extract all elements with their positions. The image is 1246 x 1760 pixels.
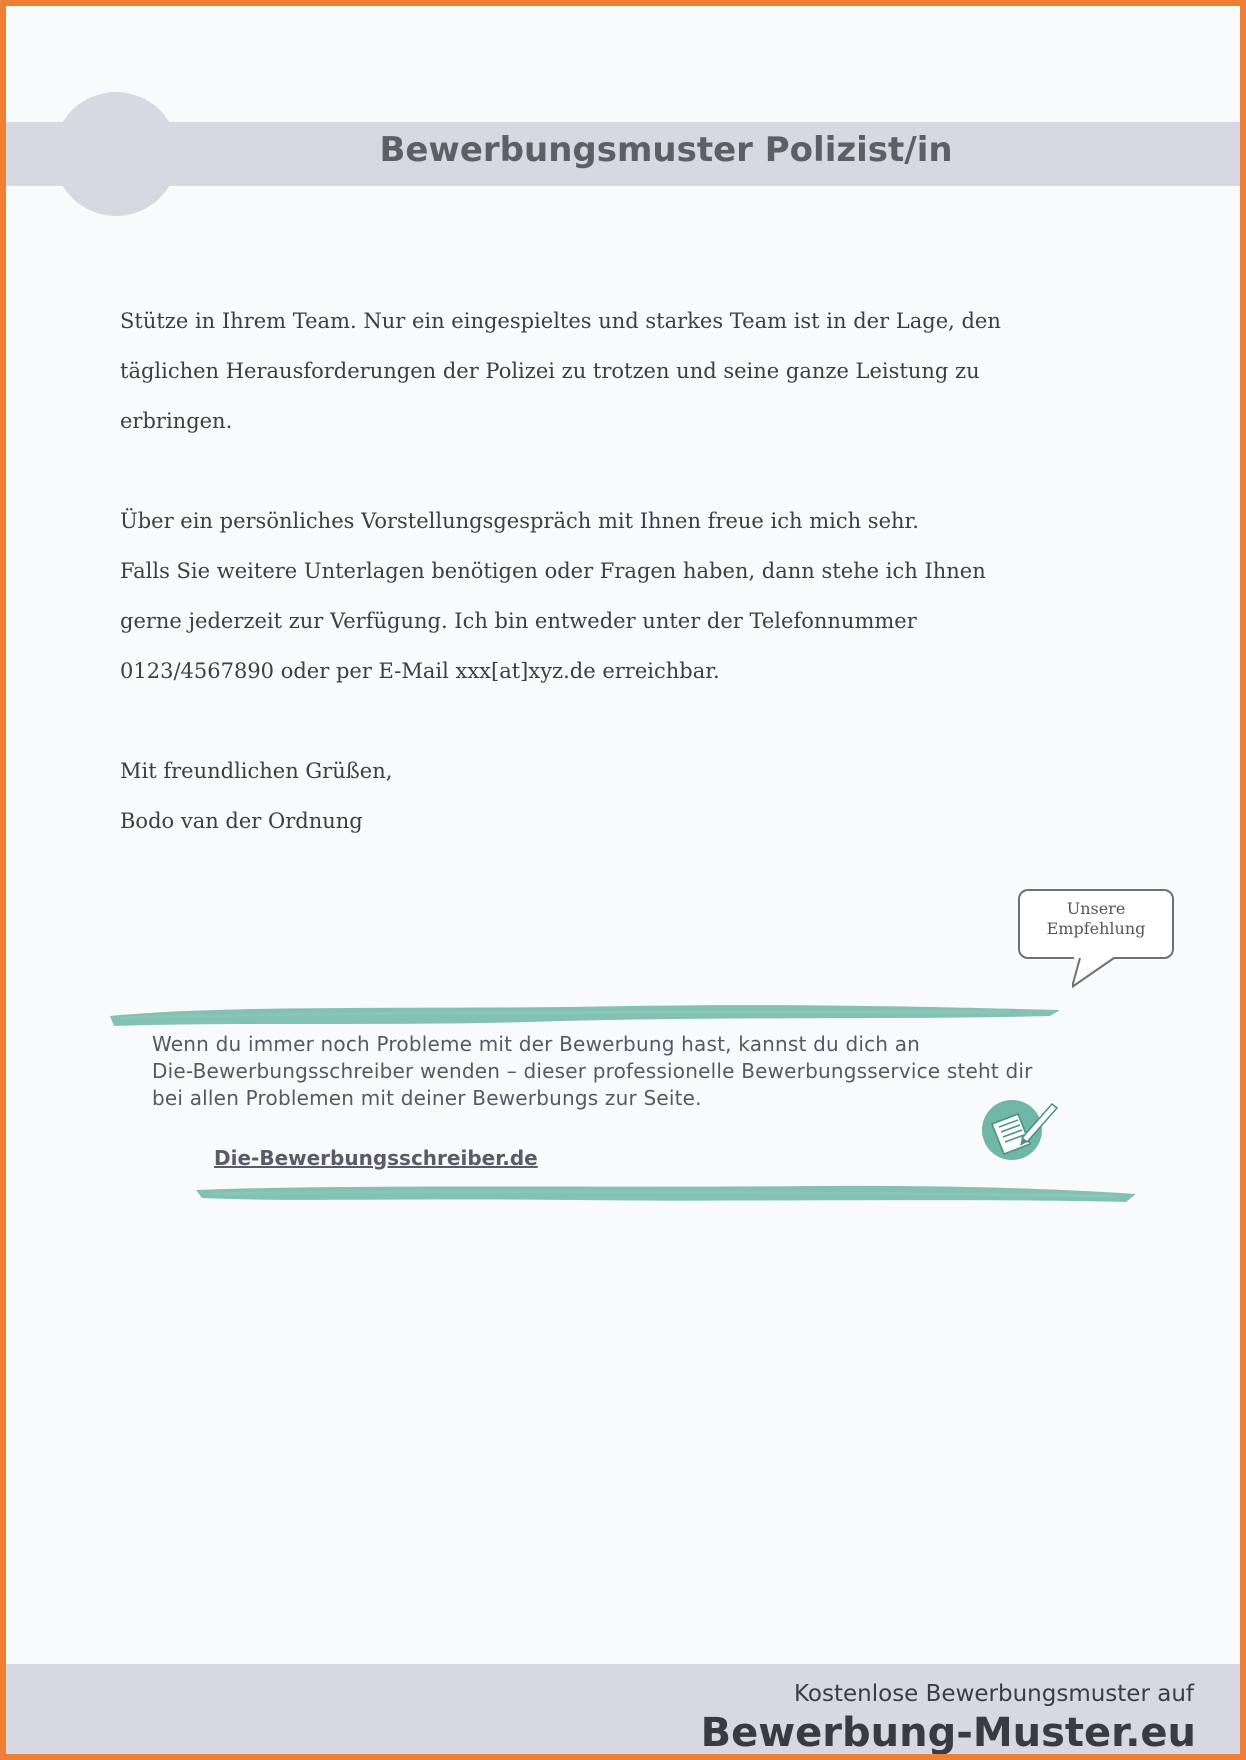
letter-closing: Mit freundlichen Grüßen, bbox=[120, 759, 393, 783]
footer-brand: Bewerbung-Muster.eu bbox=[700, 1710, 1196, 1756]
letter-line: gerne jederzeit zur Verfügung. Ich bin entweder unter der Telefonnummer bbox=[120, 609, 917, 633]
bubble-tail bbox=[1072, 957, 1122, 989]
document-pen-icon bbox=[978, 1094, 1060, 1160]
bewerbungsschreiber-link[interactable]: Die-Bewerbungsschreiber.de bbox=[214, 1146, 538, 1170]
letter-body bbox=[120, 296, 1120, 846]
bubble-line: Unsere bbox=[1066, 899, 1126, 918]
letter-line: Über ein persönliches Vorstellungsgespräch mit Ihnen freue ich mich sehr. bbox=[120, 509, 919, 533]
recommendation-line: Wenn du immer noch Probleme mit der Bewerbung hast, kannst du dich an bbox=[152, 1032, 921, 1056]
recommendation-text bbox=[152, 1031, 1112, 1112]
recommendation-line: bei allen Problemen mit deiner Bewerbungs zur Seite. bbox=[152, 1086, 702, 1110]
letter-line: täglichen Herausforderungen der Polizei zu trotzen und seine ganze Leistung zu bbox=[120, 359, 980, 383]
bubble-line: Empfehlung bbox=[1046, 919, 1146, 938]
letter-signature: Bodo van der Ordnung bbox=[120, 809, 363, 833]
letter-line: Falls Sie weitere Unterlagen benötigen oder Fragen haben, dann stehe ich Ihnen bbox=[120, 559, 986, 583]
recommendation-bubble bbox=[1018, 889, 1174, 959]
letter-line: 0123/4567890 oder per E-Mail xxx[at]xyz.de erreichbar. bbox=[120, 659, 720, 683]
page-title: Bewerbungsmuster Polizist/in bbox=[379, 130, 953, 170]
letter-line: erbringen. bbox=[120, 409, 233, 433]
brush-stroke-bottom bbox=[196, 1180, 1146, 1208]
footer-subtitle: Kostenlose Bewerbungsmuster auf bbox=[794, 1681, 1194, 1707]
letter-line: Stütze in Ihrem Team. Nur ein eingespieltes und starkes Team ist in der Lage, den bbox=[120, 309, 1001, 333]
brush-stroke-top bbox=[110, 1000, 1070, 1030]
recommendation-line: Die-Bewerbungsschreiber wenden – dieser professionelle Bewerbungsservice steht dir bbox=[152, 1059, 1033, 1083]
